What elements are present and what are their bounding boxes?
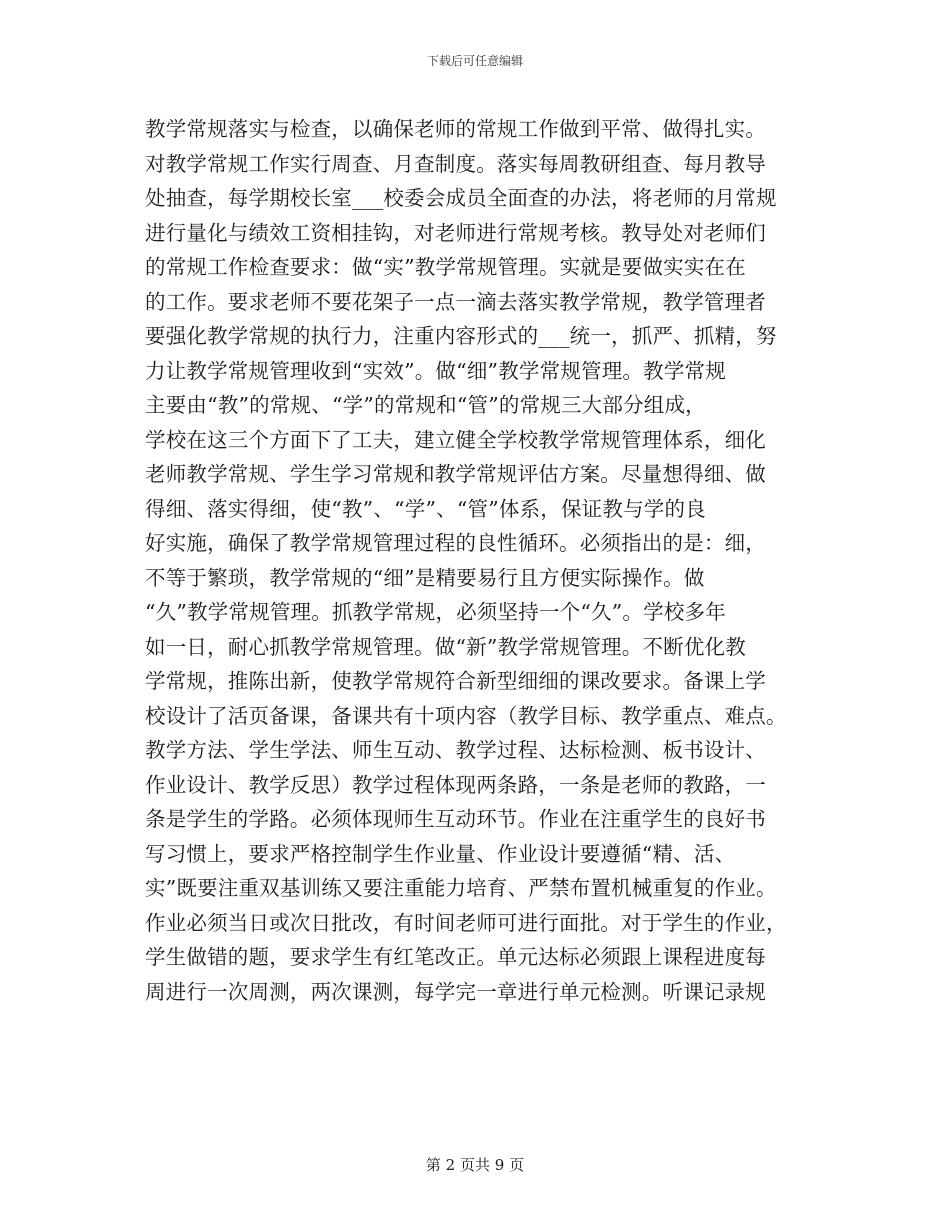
text-line: 处抽查，每学期校长室___校委会成员全面查的办法，将老师的月常规 bbox=[145, 186, 777, 210]
text-line: 得细、落实得细，使“教”、“学”、“管”体系，保证教与学的良 bbox=[145, 496, 706, 521]
text-line: 写习惯上，要求严格控制学生作业量、作业设计要遵循“精、活、 bbox=[145, 841, 736, 866]
text-line: 作业必须当日或次日批改，有时间老师可进行面批。对于学生的作业， bbox=[145, 910, 787, 935]
text-line: 如一日，耐心抓教学常规管理。做“新”教学常规管理。不断优化教 bbox=[145, 634, 746, 659]
text-line: 进行量化与绩效工资相挂钩，对老师进行常规考核。教导处对老师们 bbox=[145, 220, 766, 245]
text-line: 校设计了活页备课，备课共有十项内容（教学目标、教学重点、难点。 bbox=[145, 703, 787, 728]
text-line: 作业设计、教学反思）教学过程体现两条路，一条是老师的教路，一 bbox=[145, 772, 766, 797]
text-line: 的工作。要求老师不要花架子一点一滴去落实教学常规，教学管理者 bbox=[145, 289, 766, 314]
text-line: 教学常规落实与检查，以确保老师的常规工作做到平常、做得扎实。 bbox=[145, 117, 766, 141]
text-line: 好实施，确保了教学常规管理过程的良性循环。必须指出的是：细， bbox=[145, 531, 766, 555]
text-line: 对教学常规工作实行周查、月查制度。落实每周教研组查、每月教导 bbox=[145, 151, 766, 176]
text-line: 周进行一次周测，两次课测，每学完一章进行单元检测。听课记录规 bbox=[145, 979, 766, 1004]
text-line: 学常规，推陈出新，使教学常规符合新型细细的课改要求。备课上学 bbox=[145, 669, 766, 693]
text-line: 实”既要注重双基训练又要注重能力培育、严禁布置机械重复的作业。 bbox=[145, 876, 777, 900]
text-line: 学生做错的题，要求学生有红笔改正。单元达标必须跟上课程进度每 bbox=[145, 945, 766, 969]
text-line: 要强化教学常规的执行力，注重内容形式的___统一，抓严、抓精，努 bbox=[145, 324, 777, 348]
page-footer: 第 2 页共 9 页 bbox=[425, 1156, 525, 1174]
text-line: 的常规工作检查要求：做“实”教学常规管理。实就是要做实实在在 bbox=[145, 255, 746, 279]
text-line: 学校在这三个方面下了工夫，建立健全学校教学常规管理体系，细化 bbox=[145, 427, 766, 452]
text-line: “久”教学常规管理。抓教学常规，必须坚持一个“久”。学校多年 bbox=[145, 600, 726, 624]
text-line: 不等于繁琐，教学常规的“细”是精要易行且方便实际操作。做 bbox=[145, 565, 705, 590]
body-text bbox=[145, 112, 825, 1009]
text-line: 老师教学常规、学生学习常规和教学常规评估方案。尽量想得细、做 bbox=[145, 462, 766, 486]
text-line: 教学方法、学生学法、师生互动、教学过程、达标检测、板书设计、 bbox=[145, 738, 766, 762]
text-line: 力让教学常规管理收到“实效”。做“细”教学常规管理。教学常规 bbox=[145, 358, 726, 383]
page-header: 下载后可任意编辑 bbox=[426, 54, 523, 68]
text-line: 条是学生的学路。必须体现师生互动环节。作业在注重学生的良好书 bbox=[145, 807, 766, 831]
text-line: 主要由“教”的常规、“学”的常规和“管”的常规三大部分组成， bbox=[145, 393, 706, 417]
